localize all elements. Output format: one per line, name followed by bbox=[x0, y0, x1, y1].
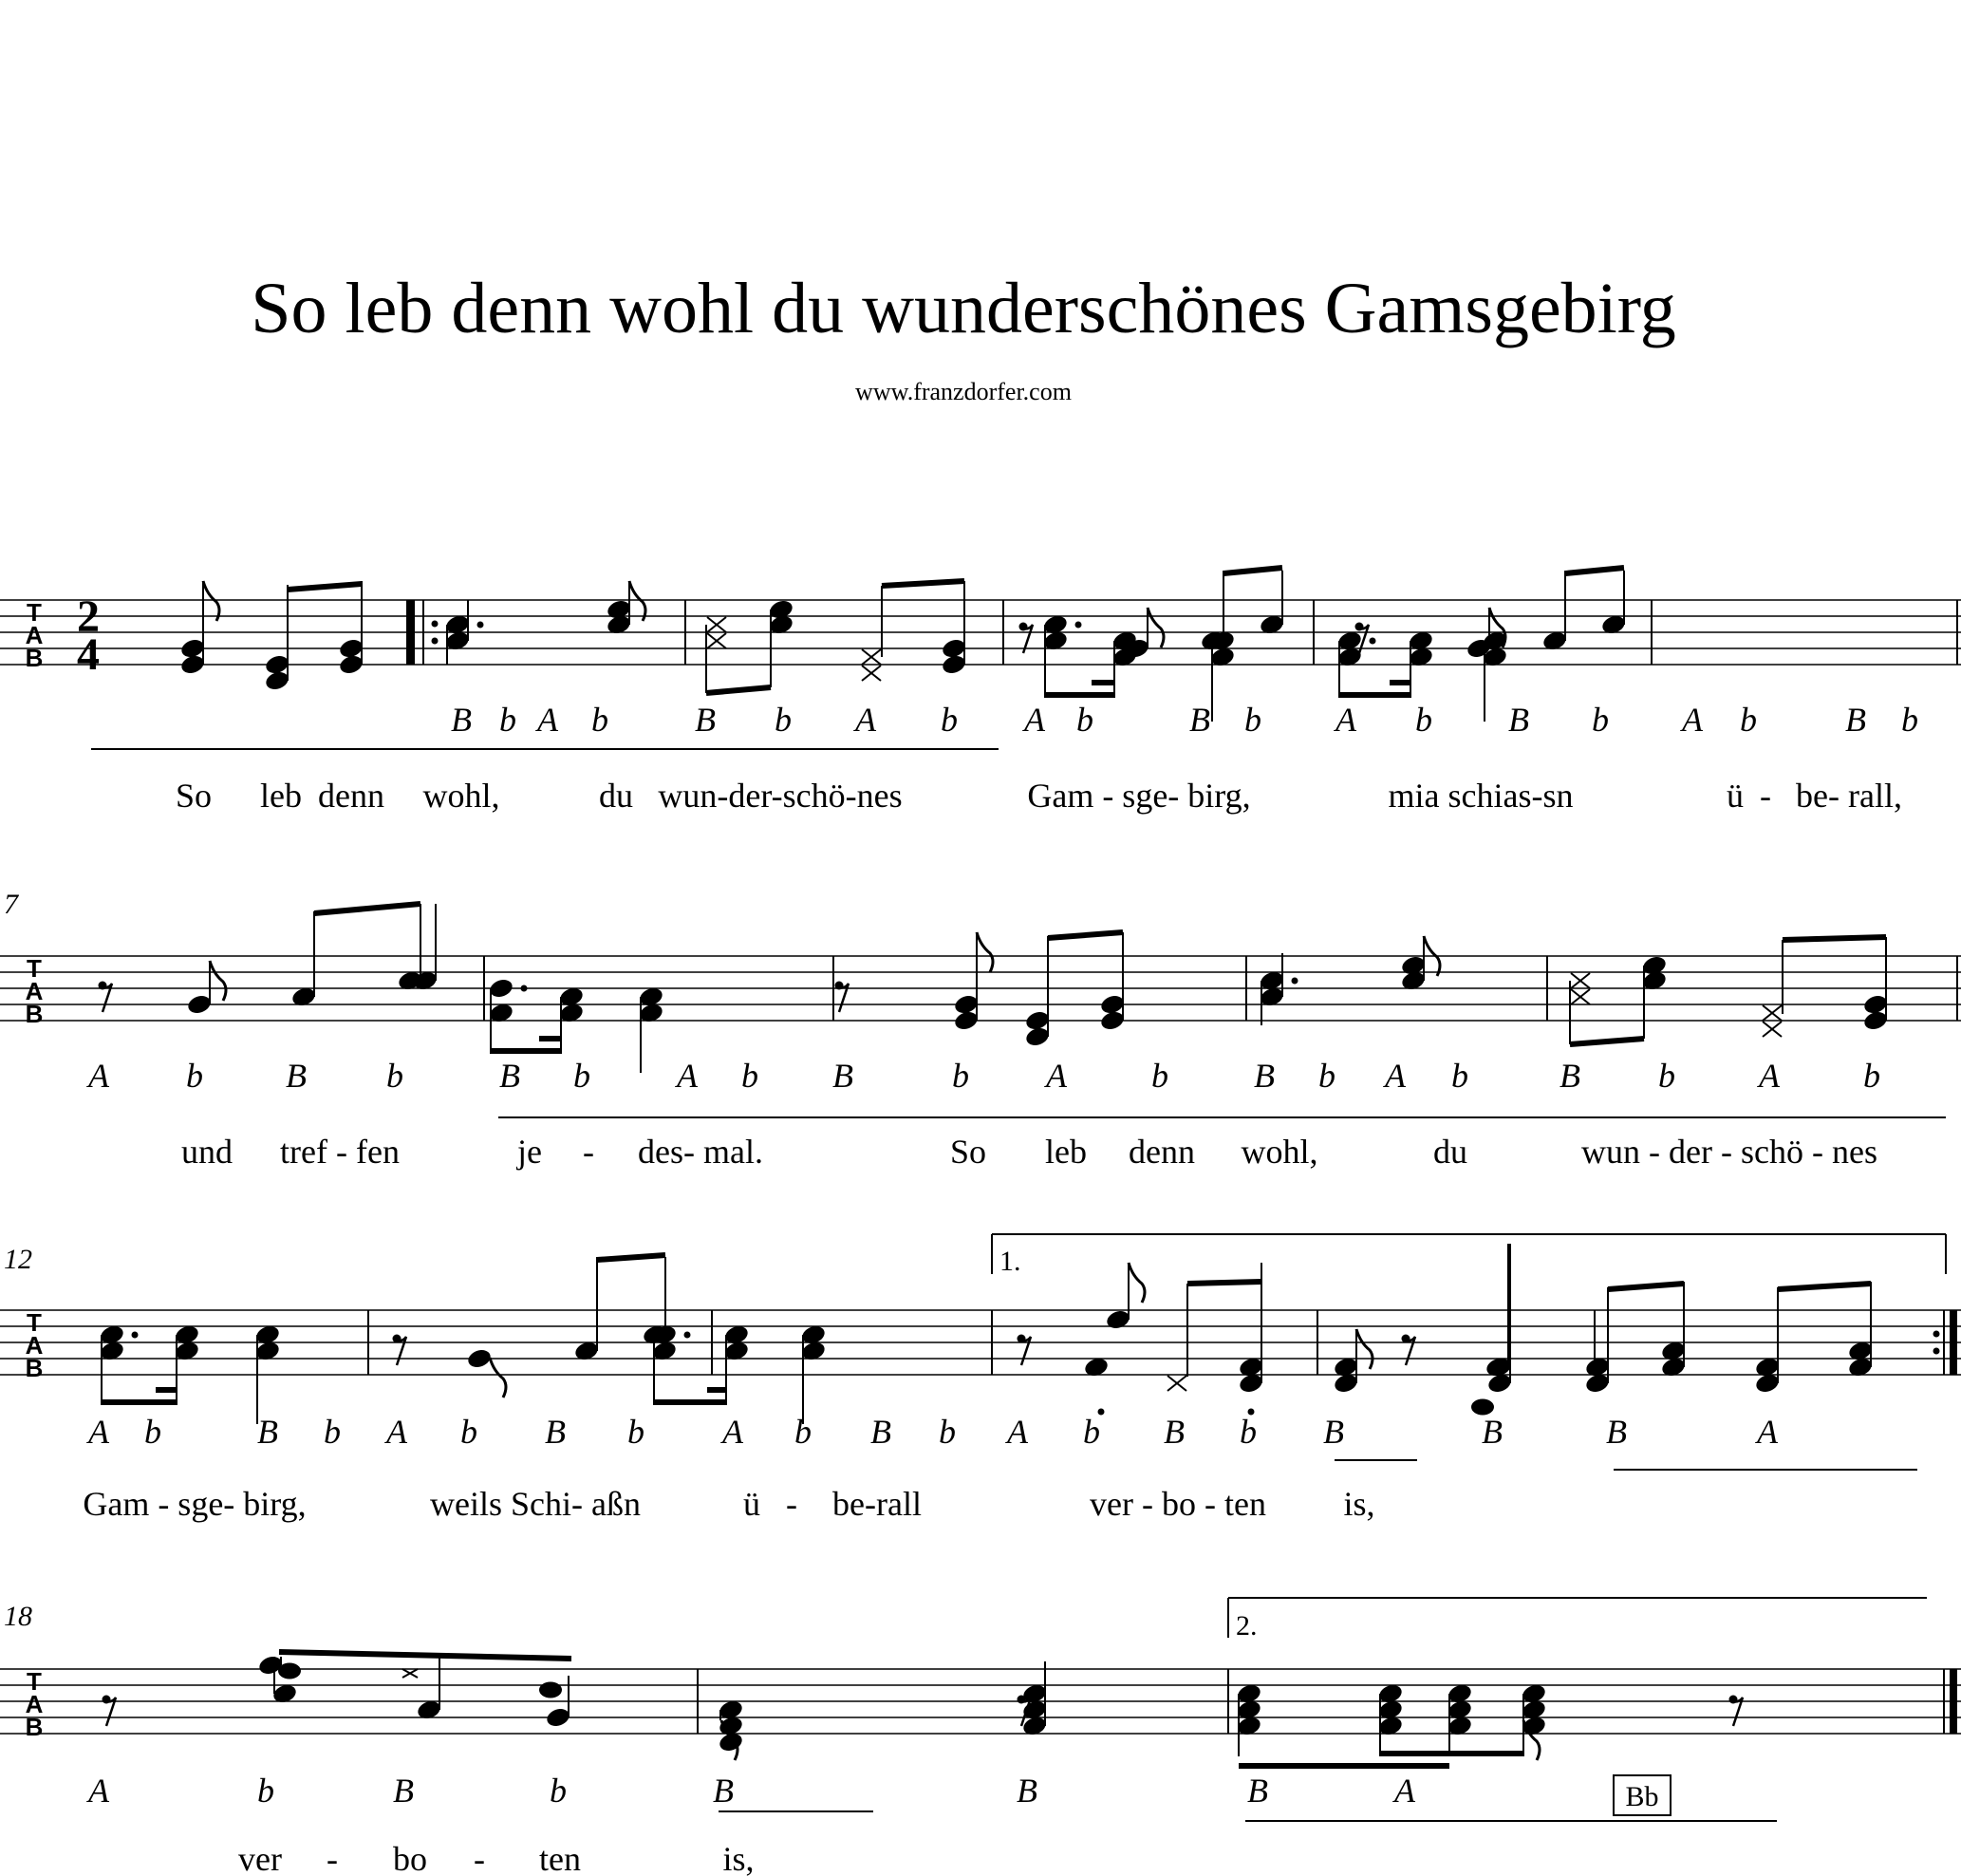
beam bbox=[1608, 1284, 1684, 1289]
notehead bbox=[1105, 1308, 1131, 1331]
notehead bbox=[186, 993, 213, 1016]
lyric-syllable: - bbox=[327, 1840, 338, 1876]
beam bbox=[1187, 1282, 1261, 1284]
bellows-direction: A bbox=[677, 1057, 698, 1095]
final-barline-thick bbox=[1950, 1669, 1957, 1734]
lyric-syllable: Gam - sge- birg, bbox=[83, 1485, 307, 1523]
bellows-direction: B bbox=[257, 1413, 278, 1451]
lyric-syllable: be-rall bbox=[832, 1485, 922, 1523]
chord-box-label: Bb bbox=[1625, 1781, 1659, 1812]
note-flag bbox=[1129, 1263, 1145, 1303]
bellows-direction: B bbox=[1845, 701, 1866, 739]
bellows-direction: B bbox=[545, 1413, 566, 1451]
bellows-direction: A bbox=[1007, 1413, 1028, 1451]
notehead bbox=[941, 653, 967, 676]
notehead bbox=[539, 1682, 562, 1698]
beam bbox=[314, 904, 420, 913]
lyric-syllable: - bbox=[583, 1133, 594, 1171]
notehead bbox=[1862, 1009, 1889, 1032]
notehead bbox=[179, 653, 206, 676]
beam bbox=[1339, 692, 1410, 698]
bellows-direction: b bbox=[1740, 701, 1757, 739]
lyric-syllable: wun-der-schö-nes bbox=[658, 777, 903, 815]
bellows-direction: A bbox=[537, 701, 558, 739]
measure-number: 12 bbox=[4, 1244, 32, 1275]
augmentation-dot bbox=[1075, 622, 1082, 628]
lyric-syllable: und bbox=[181, 1133, 233, 1171]
bellows-direction: b bbox=[1658, 1057, 1675, 1095]
bellows-direction: A bbox=[1394, 1772, 1415, 1810]
notehead bbox=[264, 669, 290, 692]
eighth-rest bbox=[101, 984, 112, 1012]
bellows-direction: b bbox=[550, 1772, 567, 1810]
bellows-direction: b bbox=[775, 701, 792, 739]
beam bbox=[654, 1399, 726, 1405]
lyric-syllable: is, bbox=[722, 1840, 755, 1876]
bellows-direction: B bbox=[1254, 1057, 1275, 1095]
beam bbox=[1239, 1763, 1449, 1769]
bellows-direction: B bbox=[1189, 701, 1210, 739]
beam bbox=[706, 687, 771, 693]
lyric-syllable: - bbox=[474, 1840, 485, 1876]
bellows-direction: B bbox=[1482, 1413, 1503, 1451]
bellows-direction: b bbox=[1451, 1057, 1468, 1095]
notehead bbox=[488, 977, 514, 1000]
bellows-direction: B bbox=[1247, 1772, 1268, 1810]
bellows-direction: b bbox=[941, 701, 958, 739]
eighth-rest bbox=[395, 1337, 406, 1365]
lyric-syllable: - bbox=[1760, 777, 1771, 815]
lyric-syllable: wohl, bbox=[422, 777, 500, 815]
bellows-direction: b bbox=[186, 1057, 203, 1095]
bellows-direction: B bbox=[1017, 1772, 1037, 1810]
eighth-rest bbox=[1404, 1337, 1415, 1365]
bellows-direction: b bbox=[1901, 701, 1918, 739]
lyric-syllable: ten bbox=[539, 1840, 581, 1876]
bellows-direction: B bbox=[870, 1413, 891, 1451]
lyric-syllable: weils Schi- aßn bbox=[430, 1485, 641, 1523]
bellows-direction: b bbox=[1592, 701, 1609, 739]
bellows-direction: A bbox=[1757, 1413, 1778, 1451]
eighth-rest bbox=[1731, 1698, 1743, 1726]
beam bbox=[1778, 1284, 1871, 1289]
notehead bbox=[1024, 1025, 1051, 1048]
notehead bbox=[545, 1706, 571, 1729]
tab-clef-t: T bbox=[27, 1667, 42, 1696]
bellows-direction: B bbox=[1508, 701, 1529, 739]
lyric-syllable: ver bbox=[238, 1840, 282, 1876]
augmentation-dot bbox=[1370, 638, 1376, 645]
tab-clef-b: B bbox=[25, 644, 44, 672]
final-barline-thick bbox=[1950, 1310, 1957, 1375]
bellows-direction: b bbox=[1240, 1413, 1257, 1451]
notehead bbox=[338, 653, 364, 676]
lyric-syllable: denn bbox=[1129, 1133, 1195, 1171]
bellows-direction: A bbox=[1024, 701, 1045, 739]
beam bbox=[1048, 932, 1123, 938]
augmentation-dot bbox=[1292, 978, 1298, 985]
measure-number: 18 bbox=[4, 1601, 32, 1632]
tab-clef-a: A bbox=[25, 1331, 44, 1360]
repeat-dot bbox=[1933, 1348, 1940, 1355]
bellows-direction: b bbox=[1863, 1057, 1880, 1095]
eighth-rest bbox=[104, 1698, 116, 1726]
bellows-direction: b bbox=[952, 1057, 969, 1095]
bellows-direction: A bbox=[88, 1413, 109, 1451]
bellows-direction: B bbox=[713, 1772, 734, 1810]
bellows-direction: A bbox=[386, 1413, 407, 1451]
bellows-direction: B bbox=[695, 701, 716, 739]
bellows-direction: b bbox=[499, 701, 516, 739]
lyric-syllable: bo bbox=[393, 1840, 427, 1876]
beam bbox=[882, 581, 964, 586]
tab-clef-t: T bbox=[27, 954, 42, 983]
lyric-syllable: mia schias-sn bbox=[1388, 777, 1574, 815]
eighth-rest bbox=[837, 984, 849, 1012]
lyric-syllable: is, bbox=[1343, 1485, 1375, 1523]
beam bbox=[1783, 937, 1886, 940]
augmentation-dot bbox=[132, 1332, 139, 1339]
lyric-syllable: je bbox=[517, 1133, 542, 1171]
lyric-syllable: wohl, bbox=[1241, 1133, 1318, 1171]
bellows-direction: b bbox=[1083, 1413, 1100, 1451]
tab-clef-b: B bbox=[25, 1713, 44, 1741]
bellows-direction: b bbox=[460, 1413, 477, 1451]
bellows-direction: A bbox=[88, 1057, 109, 1095]
bellows-direction: b bbox=[324, 1413, 341, 1451]
tab-clef-a: A bbox=[25, 977, 44, 1005]
bellows-direction: B bbox=[393, 1772, 414, 1810]
lyric-syllable: du bbox=[599, 777, 633, 815]
tab-clef-a: A bbox=[25, 1690, 44, 1718]
tab-clef-a: A bbox=[25, 621, 44, 649]
lyric-syllable: des- mal. bbox=[638, 1133, 763, 1171]
bellows-direction: b bbox=[591, 701, 608, 739]
bellows-direction: b bbox=[257, 1772, 274, 1810]
bellows-direction: b bbox=[144, 1413, 161, 1451]
bellows-direction: A bbox=[1335, 701, 1356, 739]
repeat-start-thick bbox=[406, 600, 415, 665]
lyric-syllable: tref - fen bbox=[280, 1133, 400, 1171]
notehead bbox=[278, 1663, 301, 1679]
bellows-direction: A bbox=[1759, 1057, 1780, 1095]
note-flag bbox=[1148, 608, 1164, 647]
page-title: So leb denn wohl du wunderschönes Gamsgebirg bbox=[251, 269, 1676, 348]
tab-clef-t: T bbox=[27, 598, 42, 627]
lyric-syllable: leb bbox=[1045, 1133, 1087, 1171]
beam bbox=[597, 1255, 665, 1260]
bellows-direction: B bbox=[1164, 1413, 1185, 1451]
lyric-syllable: du bbox=[1433, 1133, 1467, 1171]
note-flag bbox=[629, 581, 645, 621]
bellows-direction: b bbox=[794, 1413, 812, 1451]
bellows-direction: b bbox=[1318, 1057, 1335, 1095]
note-flag bbox=[977, 932, 993, 972]
bellows-direction: B bbox=[1559, 1057, 1580, 1095]
augmentation-dot bbox=[684, 1332, 691, 1339]
repeat-dot bbox=[432, 638, 439, 645]
bellows-direction: A bbox=[1385, 1057, 1406, 1095]
lyric-syllable: - bbox=[786, 1485, 797, 1523]
website-url: www.franzdorfer.com bbox=[855, 378, 1072, 405]
lyric-syllable: be- rall, bbox=[1796, 777, 1902, 815]
volta-label: 1. bbox=[999, 1246, 1021, 1277]
bellows-direction: b bbox=[386, 1057, 403, 1095]
beam bbox=[102, 1399, 177, 1405]
bellows-direction: A bbox=[855, 701, 876, 739]
repeat-dot bbox=[432, 621, 439, 628]
bellows-direction: A bbox=[1046, 1057, 1067, 1095]
notehead bbox=[1099, 1009, 1126, 1032]
beam bbox=[491, 1048, 561, 1054]
note-flag bbox=[210, 961, 226, 1001]
augmentation-dot bbox=[521, 985, 528, 992]
tab-clef-t: T bbox=[27, 1308, 42, 1337]
time-signature-denominator: 4 bbox=[77, 629, 100, 680]
beam bbox=[288, 581, 362, 592]
bellows-direction: B bbox=[1606, 1413, 1627, 1451]
repeat-dot bbox=[1933, 1331, 1940, 1338]
time-signature-numerator: 2 bbox=[77, 591, 100, 642]
lyric-syllable: So bbox=[175, 777, 213, 815]
lyric-syllable: Gam - sge- birg, bbox=[1027, 777, 1251, 815]
beam bbox=[1223, 568, 1282, 573]
lyric-syllable: So bbox=[949, 1133, 987, 1171]
bellows-direction: b bbox=[627, 1413, 644, 1451]
lyric-syllable: leb bbox=[260, 777, 302, 815]
lyric-syllable: wun - der - schö - nes bbox=[1581, 1133, 1877, 1171]
bellows-direction: b bbox=[1151, 1057, 1168, 1095]
augmentation-dot bbox=[477, 622, 484, 628]
bellows-direction: B bbox=[286, 1057, 307, 1095]
lyric-syllable: ver - bo - ten bbox=[1090, 1485, 1266, 1523]
bellows-direction: A bbox=[88, 1772, 109, 1810]
bellows-direction: b bbox=[1244, 701, 1261, 739]
bellows-direction: b bbox=[1076, 701, 1093, 739]
lyric-syllable: ü bbox=[1727, 777, 1744, 815]
bellows-direction: b bbox=[1415, 701, 1432, 739]
tab-clef-b: B bbox=[25, 1000, 44, 1028]
note-flag bbox=[1356, 1329, 1373, 1369]
lyric-syllable: denn bbox=[318, 777, 384, 815]
beam bbox=[279, 1652, 571, 1659]
bellows-direction: b bbox=[939, 1413, 956, 1451]
measure-number: 7 bbox=[4, 889, 18, 920]
tab-clef-b: B bbox=[25, 1354, 44, 1382]
notehead bbox=[953, 1009, 980, 1032]
eighth-rest bbox=[1019, 1337, 1031, 1365]
volta-label: 2. bbox=[1236, 1610, 1258, 1642]
beam bbox=[1045, 692, 1114, 698]
bellows-direction: B bbox=[1323, 1413, 1344, 1451]
bellows-direction: B bbox=[832, 1057, 853, 1095]
bellows-direction: A bbox=[1682, 701, 1703, 739]
lyric-syllable: ü bbox=[743, 1485, 760, 1523]
beam bbox=[1570, 1039, 1644, 1044]
bellows-direction: b bbox=[741, 1057, 758, 1095]
bellows-direction: A bbox=[722, 1413, 743, 1451]
beam bbox=[1565, 568, 1624, 573]
note-flag bbox=[203, 581, 219, 621]
bellows-direction: b bbox=[573, 1057, 590, 1095]
bellows-direction: B bbox=[451, 701, 472, 739]
bellows-direction: B bbox=[499, 1057, 520, 1095]
note-flag bbox=[490, 1358, 506, 1398]
